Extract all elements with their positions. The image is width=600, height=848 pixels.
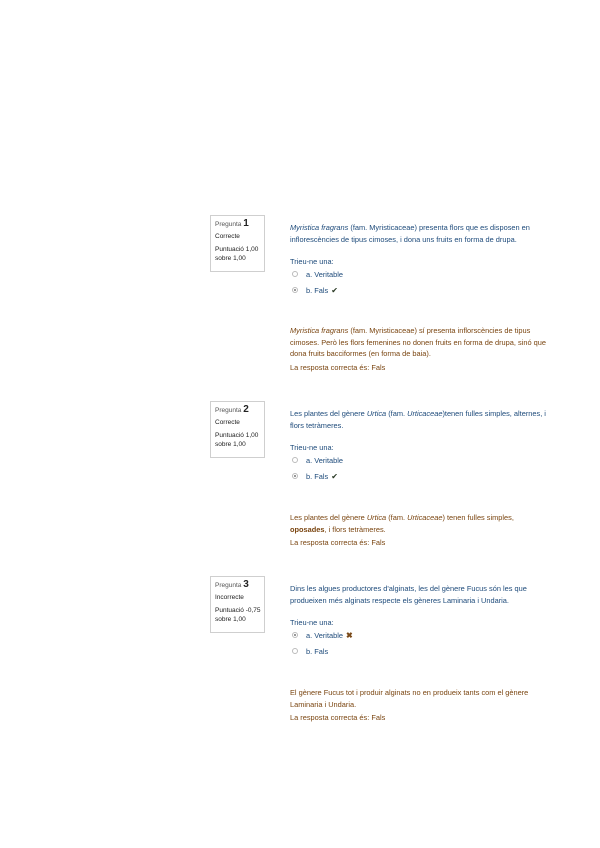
question-feedback bbox=[290, 325, 552, 372]
radio-button[interactable] bbox=[292, 648, 298, 654]
option-label: a. Veritable bbox=[306, 269, 343, 279]
feedback-text bbox=[290, 687, 552, 710]
answer-option-a[interactable] bbox=[290, 452, 552, 468]
feedback-text bbox=[290, 512, 552, 535]
family-name: Urticaceae bbox=[407, 513, 443, 522]
question-text-body: Dins les algues productores d'alginats, les del gènere Fucus són les que produeixen més alginats respecte els gèneres Laminaria i Undaria. bbox=[290, 584, 527, 605]
answer-option-b[interactable] bbox=[290, 643, 552, 659]
question-number-value: 1 bbox=[243, 218, 249, 229]
grade-max: sobre 1,00 bbox=[215, 441, 246, 448]
right-answer: La resposta correcta és: Fals bbox=[290, 362, 386, 372]
question-text-part: )tenen fulles simples, alternes, i flors tetràmeres. bbox=[290, 409, 546, 430]
answer-prompt: Trieu-ne una: bbox=[290, 257, 334, 266]
question-number-value: 3 bbox=[243, 579, 249, 590]
feedback-text bbox=[290, 325, 552, 360]
question-state: Correcte bbox=[215, 419, 240, 426]
option-label: a. Veritable bbox=[306, 455, 343, 465]
genus-name: Urtica bbox=[366, 409, 387, 418]
species-name: Myristica fragrans bbox=[290, 223, 349, 232]
question-number bbox=[215, 405, 264, 416]
question-number bbox=[215, 580, 264, 591]
question-feedback bbox=[290, 687, 552, 722]
question-number bbox=[215, 219, 264, 230]
right-answer: La resposta correcta és: Fals bbox=[290, 713, 386, 722]
answer-prompt: Trieu-ne una: bbox=[290, 443, 334, 452]
answer-option-a[interactable] bbox=[290, 627, 552, 643]
option-label: b. Fals bbox=[306, 646, 329, 656]
option-label: a. Veritable bbox=[306, 630, 343, 640]
grade-score: Puntuació -0,75 bbox=[215, 607, 261, 614]
question-label: Pregunta bbox=[215, 582, 242, 589]
genus-name: Urtica bbox=[366, 513, 387, 522]
feedback-body: El gènere Fucus tot i produir alginats no en produeix tants com el gènere Laminaria i Undaria. bbox=[290, 688, 529, 709]
question-text-part: Les plantes del gènere bbox=[290, 409, 367, 418]
feedback-part: (fam. bbox=[386, 513, 408, 522]
question-content bbox=[290, 583, 552, 659]
question-grade bbox=[215, 606, 264, 624]
right-answer: La resposta correcta és: Fals bbox=[290, 538, 386, 547]
feedback-part: , i flors tetràmeres. bbox=[324, 524, 386, 534]
answer-option-a[interactable] bbox=[290, 266, 552, 282]
feedback-emphasis: oposades bbox=[290, 524, 325, 534]
option-label: b. Fals bbox=[306, 471, 329, 481]
family-name: Urticaceae bbox=[407, 409, 443, 418]
answer-option-b[interactable] bbox=[290, 282, 552, 298]
radio-button-selected[interactable] bbox=[292, 473, 298, 479]
question-text-part: (fam. bbox=[386, 409, 408, 418]
radio-button-selected[interactable] bbox=[292, 287, 298, 293]
species-name: Myristica fragrans bbox=[290, 326, 349, 335]
grade-max: sobre 1,00 bbox=[215, 255, 246, 262]
correct-icon: ✔ bbox=[331, 471, 338, 481]
feedback-body: (fam. Myristicaceae) sí presenta inflorscències de tipus cimoses. Però les flors femenines no donen fruits en forma de drupa, sinó que dona fruits bacciformes (en forma de baia). bbox=[290, 326, 546, 358]
option-label: b. Fals bbox=[306, 285, 329, 295]
grade-score: Puntuació 1,00 bbox=[215, 432, 259, 439]
question-content bbox=[290, 408, 552, 484]
question-info-box bbox=[210, 401, 265, 458]
incorrect-icon: ✖ bbox=[345, 630, 353, 640]
question-content bbox=[290, 222, 552, 298]
grade-max: sobre 1,00 bbox=[215, 616, 246, 623]
question-label: Pregunta bbox=[215, 407, 242, 414]
question-text-body: (fam. Myristicaceae) presenta flors que es disposen en inflorescències de tipus cimoses, i dona uns fruits en forma de drupa. bbox=[290, 223, 530, 244]
answer-option-b[interactable] bbox=[290, 468, 552, 484]
question-grade bbox=[215, 431, 264, 449]
question-info-box bbox=[210, 215, 265, 272]
question-grade bbox=[215, 245, 264, 263]
grade-score: Puntuació 1,00 bbox=[215, 246, 259, 253]
feedback-part: ) tenen fulles simples, bbox=[442, 513, 514, 522]
question-label: Pregunta bbox=[215, 221, 242, 228]
radio-button[interactable] bbox=[292, 271, 298, 277]
radio-button-selected[interactable] bbox=[292, 632, 298, 638]
correct-icon: ✔ bbox=[331, 285, 338, 295]
question-feedback bbox=[290, 512, 552, 547]
question-text bbox=[290, 408, 552, 431]
question-state: Incorrecte bbox=[215, 594, 244, 601]
feedback-part: Les plantes del gènere bbox=[290, 513, 367, 522]
question-number-value: 2 bbox=[243, 404, 249, 415]
question-state: Correcte bbox=[215, 233, 240, 240]
question-info-box bbox=[210, 576, 265, 633]
answer-prompt: Trieu-ne una: bbox=[290, 618, 334, 627]
question-text bbox=[290, 583, 552, 606]
question-text bbox=[290, 222, 552, 245]
radio-button[interactable] bbox=[292, 457, 298, 463]
